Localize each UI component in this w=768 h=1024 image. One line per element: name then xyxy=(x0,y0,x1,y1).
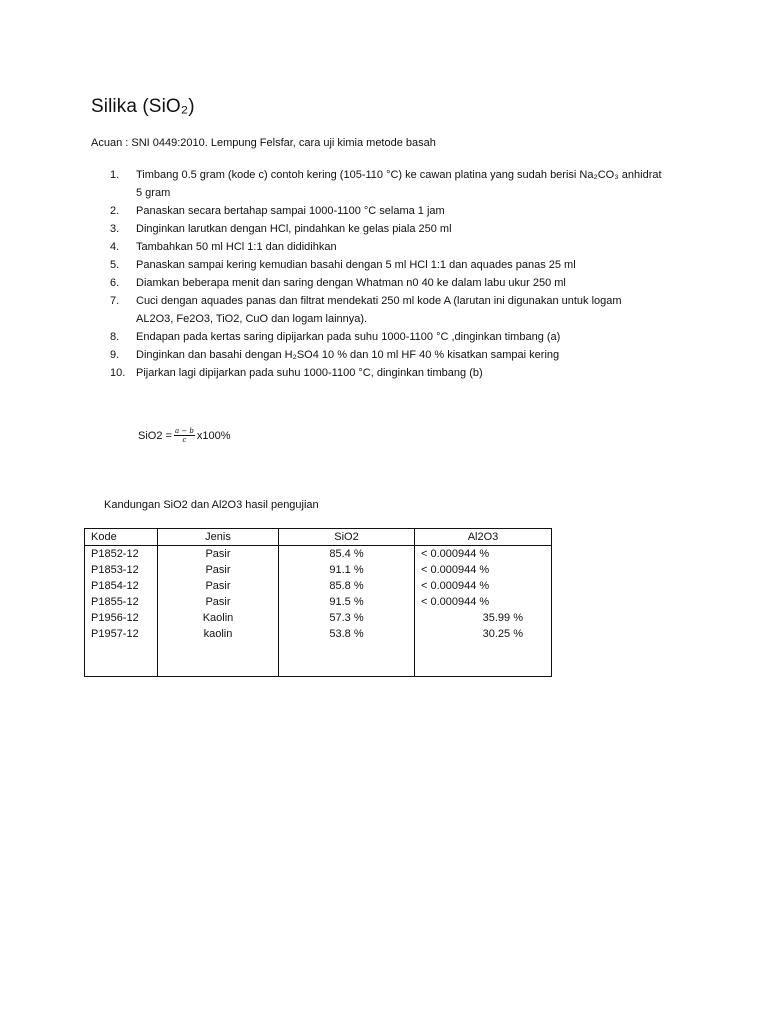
step-item xyxy=(110,346,710,364)
cell-al2o3: 30.25 % xyxy=(415,626,552,642)
cell-kode: P1852-12 xyxy=(85,546,158,563)
table-caption: Kandungan SiO2 dan Al2O3 hasil pengujian xyxy=(104,499,319,511)
step-text: Cuci dengan aquades panas dan filtrat mendekati 250 ml kode A (larutan ini digunakan untuk logam xyxy=(136,295,622,307)
cell-kode: P1855-12 xyxy=(85,594,158,610)
header-sio2: SiO2 xyxy=(279,529,415,546)
cell-jenis: Pasir xyxy=(158,562,279,578)
step-text: Diamkan beberapa menit dan saring dengan Whatman n0 40 ke dalam labu ukur 250 ml xyxy=(136,277,566,289)
cell-kode: P1853-12 xyxy=(85,562,158,578)
cell-kode: P1854-12 xyxy=(85,578,158,594)
header-al2o3: Al2O3 xyxy=(415,529,552,546)
step-number: 4. xyxy=(110,241,120,253)
step-number: 6. xyxy=(110,277,120,289)
step-number: 9. xyxy=(110,349,120,361)
cell-sio2: 91.1 % xyxy=(279,562,415,578)
step-text-continued: 5 gram xyxy=(136,187,171,199)
procedure-steps xyxy=(110,166,710,382)
cell-sio2: 85.8 % xyxy=(279,578,415,594)
cell-sio2: 91.5 % xyxy=(279,594,415,610)
step-number: 1. xyxy=(110,169,120,181)
table-row xyxy=(85,562,552,578)
header-kode: Kode xyxy=(85,529,158,546)
header-jenis: Jenis xyxy=(158,529,279,546)
cell-jenis: kaolin xyxy=(158,626,279,642)
page-title: Silika (SiO₂) xyxy=(91,96,195,117)
step-text: Dinginkan larutkan dengan HCl, pindahkan ke gelas piala 250 ml xyxy=(136,223,452,235)
step-number: 8. xyxy=(110,331,120,343)
step-number: 2. xyxy=(110,205,120,217)
cell-jenis: Kaolin xyxy=(158,610,279,626)
cell-jenis: Pasir xyxy=(158,594,279,610)
step-item xyxy=(110,202,710,220)
step-number: 5. xyxy=(110,259,120,271)
step-number: 7. xyxy=(110,295,120,307)
reference-text: Acuan : SNI 0449:2010. Lempung Felsfar, cara uji kimia metode basah xyxy=(91,137,436,149)
cell-sio2: 85.4 % xyxy=(279,546,415,563)
step-text: Dinginkan dan basahi dengan H₂SO4 10 % dan 10 ml HF 40 % kisatkan sampai kering xyxy=(136,349,560,361)
step-text: Tambahkan 50 ml HCl 1:1 dan dididihkan xyxy=(136,241,337,253)
cell-al2o3: < 0.000944 % xyxy=(415,546,552,563)
cell-empty xyxy=(85,642,158,677)
step-text: Timbang 0.5 gram (kode c) contoh kering (105-110 °C) ke cawan platina yang sudah berisi Na₂CO₃ anhidrat xyxy=(136,169,662,181)
table-row xyxy=(85,578,552,594)
step-text: Panaskan secara bertahap sampai 1000-1100 °C selama 1 jam xyxy=(136,205,445,217)
step-text: Pijarkan lagi dipijarkan pada suhu 1000-1100 °C, dinginkan timbang (b) xyxy=(136,367,483,379)
table-header-row xyxy=(85,529,552,546)
step-text: Panaskan sampai kering kemudian basahi dengan 5 ml HCl 1:1 dan aquades panas 25 ml xyxy=(136,259,576,271)
table-empty-row xyxy=(85,642,552,677)
cell-kode: P1957-12 xyxy=(85,626,158,642)
step-item xyxy=(110,238,710,256)
cell-sio2: 57.3 % xyxy=(279,610,415,626)
cell-al2o3: < 0.000944 % xyxy=(415,562,552,578)
step-text-continued: AL2O3, Fe2O3, TiO2, CuO dan logam lainnya). xyxy=(136,313,368,325)
table-row xyxy=(85,610,552,626)
cell-al2o3: < 0.000944 % xyxy=(415,578,552,594)
step-item xyxy=(110,328,710,346)
table-row xyxy=(85,546,552,563)
cell-sio2: 53.8 % xyxy=(279,626,415,642)
formula-lhs: SiO2 = xyxy=(138,429,172,442)
formula-numerator: a − b xyxy=(174,427,194,435)
sio2-formula xyxy=(138,427,231,444)
step-item xyxy=(110,274,710,292)
cell-empty xyxy=(158,642,279,677)
cell-kode: P1956-12 xyxy=(85,610,158,626)
step-item xyxy=(110,220,710,238)
step-item xyxy=(110,292,710,328)
formula-rhs: x100% xyxy=(196,429,231,442)
cell-empty xyxy=(415,642,552,677)
results-table xyxy=(84,528,552,677)
step-number: 10. xyxy=(110,367,126,379)
step-text: Endapan pada kertas saring dipijarkan pada suhu 1000-1100 °C ,dinginkan timbang (a) xyxy=(136,331,561,343)
table-row xyxy=(85,594,552,610)
cell-al2o3: < 0.000944 % xyxy=(415,594,552,610)
formula-fraction xyxy=(174,427,195,444)
formula-denominator: c xyxy=(182,436,187,444)
step-number: 3. xyxy=(110,223,120,235)
table-row xyxy=(85,626,552,642)
step-item xyxy=(110,256,710,274)
cell-jenis: Pasir xyxy=(158,546,279,563)
step-item xyxy=(110,364,710,382)
step-item xyxy=(110,166,710,202)
cell-al2o3: 35.99 % xyxy=(415,610,552,626)
cell-jenis: Pasir xyxy=(158,578,279,594)
cell-empty xyxy=(279,642,415,677)
